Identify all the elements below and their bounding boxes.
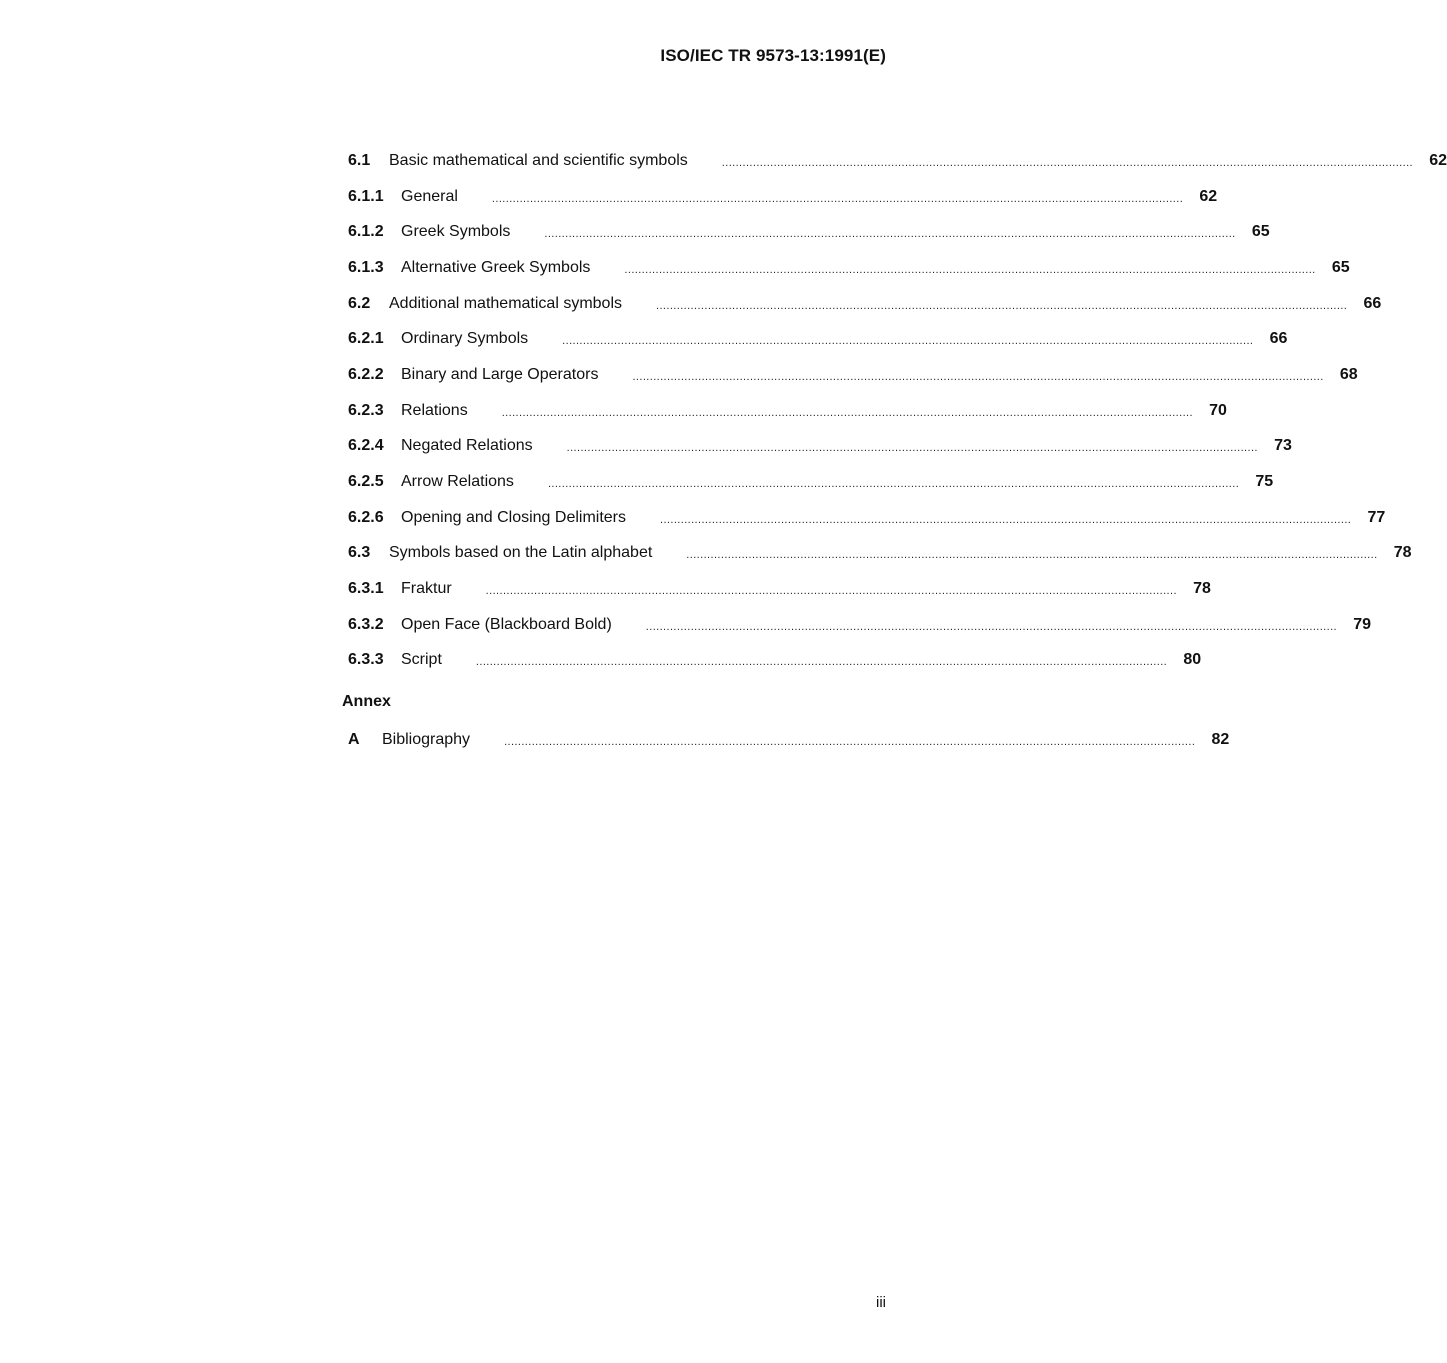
dot-leader: ........................................................................................................................................................................................................: [721, 156, 1414, 169]
toc-entry-number: 6.3: [348, 544, 371, 562]
toc-entry-page: 73: [1274, 437, 1292, 455]
toc-entry-number: 6.2: [348, 294, 371, 312]
toc-entry-title: Negated Relations: [401, 437, 533, 455]
dot-leader: ........................................................................................................................................................................................................: [660, 513, 1352, 526]
toc-entry-title: Alternative Greek Symbols: [401, 258, 591, 276]
toc-entry[interactable]: [348, 357, 1358, 393]
toc-entry-page: 82: [1211, 730, 1230, 748]
toc-entry-title: Script: [401, 651, 442, 669]
toc-entry-page: 68: [1339, 365, 1358, 383]
toc-entry-number: 6.2.3: [348, 401, 384, 419]
toc-entry-number: 6.3.1: [348, 580, 384, 598]
toc-entry-number: 6.3.3: [348, 651, 384, 669]
toc-entry-page: 77: [1367, 508, 1386, 526]
toc-entry-number: 6.1.2: [348, 223, 384, 241]
annex-list: [348, 722, 1230, 758]
toc-entry-title: Symbols based on the Latin alphabet: [389, 544, 653, 562]
toc-entry-title: Binary and Large Operators: [401, 365, 599, 383]
dot-leader: ........................................................................................................................................................................................................: [566, 442, 1258, 455]
toc-entry-page: 66: [1363, 294, 1382, 312]
toc-entry-number: 6.1.3: [348, 258, 384, 276]
dot-leader: ........................................................................................................................................................................................................: [562, 335, 1254, 348]
dot-leader: ........................................................................................................................................................................................................: [501, 406, 1193, 419]
toc-entry[interactable]: [348, 643, 1202, 679]
toc-entry[interactable]: [348, 286, 1382, 322]
toc-entry-page: 65: [1331, 258, 1350, 276]
toc-entry-number: 6.2.2: [348, 365, 384, 383]
toc-entry[interactable]: [348, 179, 1218, 215]
toc-entry-number: 6.2.1: [348, 330, 384, 348]
table-of-contents: [348, 143, 1447, 678]
toc-entry-number: 6.2.6: [348, 508, 384, 526]
toc-entry[interactable]: [348, 607, 1372, 643]
toc-entry-number: 6.3.2: [348, 615, 384, 633]
toc-entry-page: 65: [1251, 223, 1270, 241]
toc-entry-page: 62: [1429, 151, 1447, 169]
toc-entry[interactable]: [348, 464, 1274, 500]
dot-leader: ........................................................................................................................................................................................................: [504, 735, 1196, 748]
toc-entry-page: 66: [1269, 330, 1288, 348]
dot-leader: ........................................................................................................................................................................................................: [686, 549, 1378, 562]
toc-entry-title: Relations: [401, 401, 468, 419]
toc-entry-title: Ordinary Symbols: [401, 330, 529, 348]
page-number: iii: [876, 1294, 886, 1311]
toc-entry-title: Greek Symbols: [401, 223, 511, 241]
toc-entry-title: Arrow Relations: [401, 473, 514, 491]
dot-leader: ........................................................................................................................................................................................................: [632, 370, 1324, 383]
toc-entry-title: Fraktur: [401, 580, 452, 598]
toc-entry[interactable]: [348, 214, 1270, 250]
document-id: ISO/IEC TR 9573-13:1991(E): [660, 46, 886, 65]
toc-entry[interactable]: [348, 722, 1230, 758]
toc-entry-page: 78: [1193, 580, 1211, 598]
toc-entry-page: 62: [1199, 187, 1218, 205]
dot-leader: ........................................................................................................................................................................................................: [624, 263, 1316, 276]
toc-entry[interactable]: [348, 536, 1412, 572]
toc-entry-title: Additional mathematical symbols: [389, 294, 622, 312]
toc-entry-number: A: [348, 730, 360, 748]
annex-heading: Annex: [342, 693, 391, 710]
dot-leader: ........................................................................................................................................................................................................: [475, 656, 1168, 669]
toc-entry-title: Opening and Closing Delimiters: [401, 508, 626, 526]
dot-leader: ........................................................................................................................................................................................................: [645, 620, 1338, 633]
toc-entry-number: 6.1: [348, 151, 371, 169]
toc-entry-page: 79: [1353, 615, 1372, 633]
dot-leader: ........................................................................................................................................................................................................: [656, 299, 1348, 312]
toc-entry-title: Basic mathematical and scientific symbols: [389, 151, 688, 169]
toc-entry[interactable]: [348, 393, 1227, 429]
toc-entry-page: 70: [1209, 401, 1227, 419]
toc-entry[interactable]: [348, 321, 1288, 357]
toc-entry-page: 80: [1183, 651, 1202, 669]
toc-entry-number: 6.2.4: [348, 437, 384, 455]
dot-leader: ........................................................................................................................................................................................................: [485, 585, 1177, 598]
toc-entry-title: Open Face (Blackboard Bold): [401, 615, 612, 633]
dot-leader: ........................................................................................................................................................................................................: [547, 478, 1240, 491]
dot-leader: ........................................................................................................................................................................................................: [491, 192, 1184, 205]
toc-entry-page: 75: [1255, 473, 1274, 491]
toc-entry-page: 78: [1393, 544, 1412, 562]
toc-entry-number: 6.1.1: [348, 187, 384, 205]
toc-entry-number: 6.2.5: [348, 473, 384, 491]
toc-entry[interactable]: [348, 500, 1386, 536]
toc-entry[interactable]: [348, 571, 1211, 607]
toc-entry[interactable]: [348, 429, 1292, 465]
toc-entry-title: Bibliography: [382, 730, 471, 748]
toc-entry[interactable]: [348, 143, 1447, 179]
toc-entry[interactable]: [348, 250, 1350, 286]
toc-entry-title: General: [401, 187, 458, 205]
dot-leader: ........................................................................................................................................................................................................: [544, 228, 1236, 241]
